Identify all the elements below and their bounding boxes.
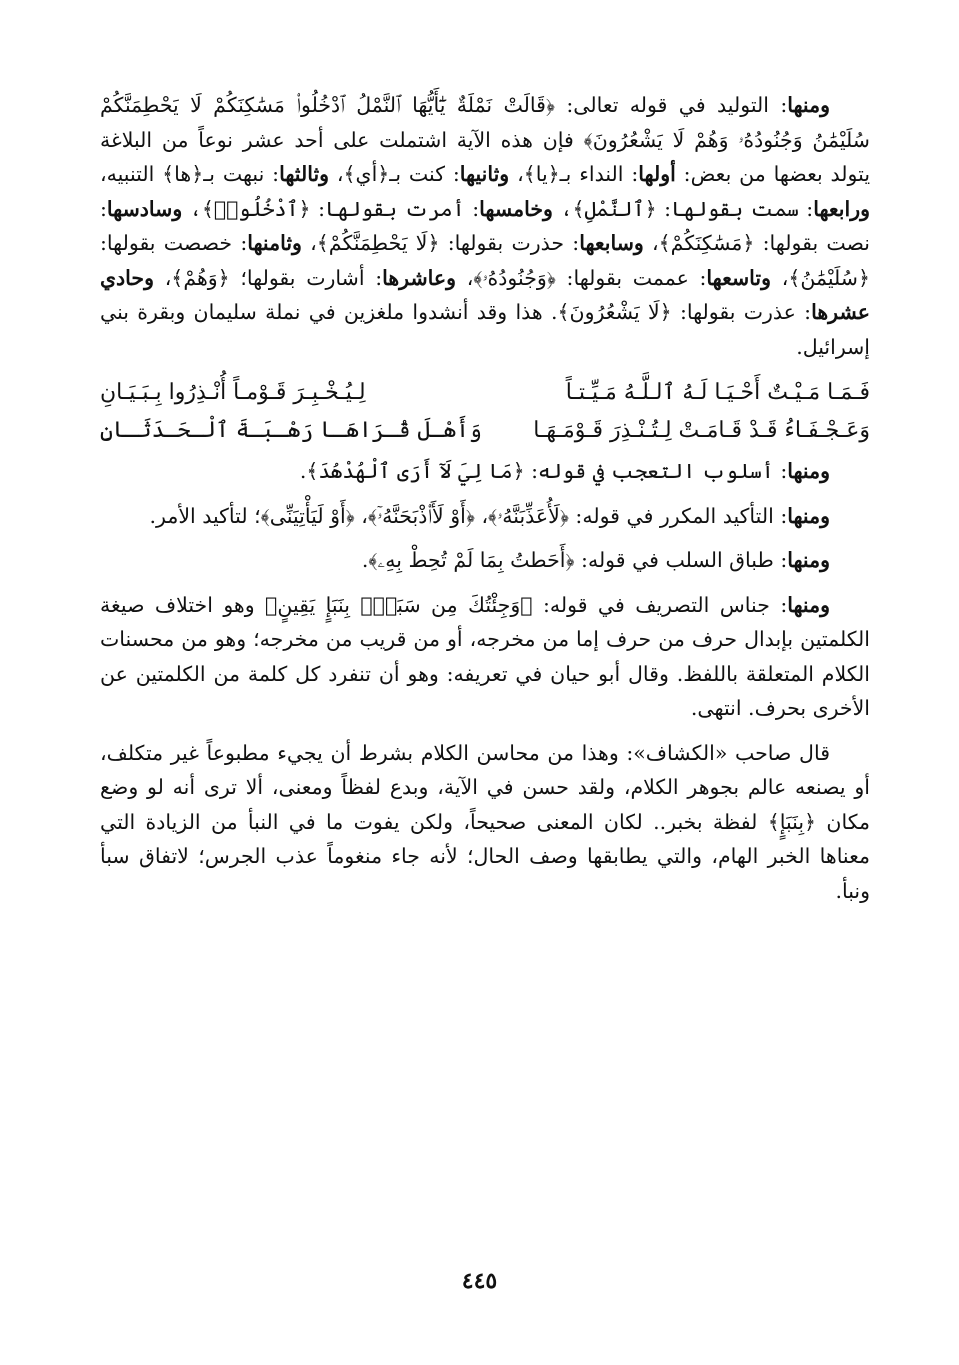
text-run: : نصت بقولها: ﴿مَسَٰكِنَكُمْ﴾، [100, 196, 870, 255]
page-number: ٤٤٥ [461, 1268, 498, 1294]
text-run: : سمت بقولها: ﴿ٱلنَّمْلِ﴾، [552, 196, 814, 221]
poem-hemistich-right: وَعَـجْـفَـاءُ قَـدْ قَـامَـتْ لِـتُـنْـذِرَ قَـوْمَـهَـا [533, 418, 870, 443]
bold-term: ومنها [787, 93, 830, 117]
poem [100, 374, 870, 450]
text-run: : عممت بقولها: ﴿وَجُنُودُهُۥ﴾، [456, 265, 707, 290]
text-run: : حذرت بقولها: ﴿لَا يَحْطِمَنَّكُمْ﴾، [301, 231, 580, 255]
poem-verse-1 [100, 374, 870, 412]
paragraph-p5 [100, 588, 870, 726]
bold-term: وثانيها [459, 162, 510, 186]
bold-term: ومنها [787, 592, 830, 617]
poem-hemistich-left: وَأَهْـلَ قُـرَاهَـا رَهْـبَـةَ ٱلْـحَـدَثَـانِ [100, 418, 482, 443]
text-run: : التأكيد المكرر في قوله: ﴿لَأُعَذِّبَنَّهُۥ﴾، ﴿أَوْ لَأَا۟ذْبَحَنَّهُۥٓ﴾، ﴿أَوْ لَيَأْتِيَنِّى﴾؛ لتأكيد الأمر. [149, 503, 788, 528]
text-run: قال صاحب «الكشاف»: وهذا من محاسن الكلام بشرط أن يجيء مطبوعاً غير متكلف، أو يصنعه عالم بجوهر الكلام، ولقد حسن في الآية، وبدع لفظاً ومعنى، ألا ترى أنه لو وضع مكان ﴿بِنَبَإٍ﴾ لفظة بخبر.. لكان المعنى صحيحاً، ولكن يفوت ما في النبأ من الزيادة التي معناها الخبر الهام، والتي يطابقها وصف الحال؛ لأنه جاء منغوماً عذب الجرس؛ لاتفاق سبأ ونبأ. [100, 740, 870, 903]
bold-term: وسادسها [106, 196, 183, 221]
paragraph-p6 [100, 736, 870, 909]
poem-verse-2 [100, 412, 870, 450]
bold-term: ورابعها [813, 196, 870, 221]
text-run: : أشارت بقولها؛ ﴿وَهُمْ﴾، [154, 265, 383, 290]
text-block-top [100, 88, 870, 364]
bold-term: أولها [638, 162, 676, 186]
text-run: : طباق السلب في قوله: ﴿أَحَطتُ بِمَا لَمْ تُحِطْ بِهِۦ﴾. [361, 548, 788, 572]
text-run: : جناس التصريف في قوله: ﴿وَجِئْتُكَ مِن سَبَإٍۭ بِنَبَإٍ يَقِينٍ﴾ وهو اختلاف صيغة الكلمتين بإبدال حرف من حرف إما من مخرجه، أو من قريب من مخرجه؛ وهو من محسنات الكلام المتعلقة باللفظ. وقال أبو حيان في تعريفه: وهو أن تنفرد كل كلمة من الكلمتين عن الأخرى بحرف. انتهى. [100, 592, 870, 720]
bold-term: وتاسعها [706, 265, 772, 290]
bold-term: وثامنها [247, 231, 302, 255]
text-run: : النداء بـ﴿يا﴾، [509, 162, 639, 186]
text-run: : نبهت بـ﴿ها﴾ التنبيه، [100, 162, 280, 186]
paragraph-p1 [100, 88, 870, 364]
bold-term: وحادي عشرها [100, 265, 870, 324]
text-run: : عذرت بقولها: ﴿لَا يَشْعُرُونَ﴾. هذا وقد أنشدوا ملغزين في نملة سليمان وبقرة بني إسرائيل. [100, 300, 870, 359]
bold-term: ومنها [787, 503, 830, 528]
bold-term: وخامسها [479, 196, 553, 221]
paragraph-p3 [100, 499, 870, 534]
bold-term: ومنها [787, 459, 830, 483]
paragraph-p4 [100, 543, 870, 578]
bold-term: وعاشرها [382, 265, 457, 290]
text-run: : التوليد في قوله تعالى: ﴿قَالَتْ نَمْلَةٌ يَٰٓأَيُّهَا ٱلنَّمْلُ ٱدْخُلُوا۟ مَسَٰكِنَكُمْ لَا يَحْطِمَنَّكُمْ سُلَيْمَٰنُ وَجُنُودُهُۥ وَهُمْ لَا يَشْعُرُونَ﴾ فإن هذه الآية اشتملت على أحد عشر نوعاً من البلاغة يتولد بعضها من بعض: [100, 93, 871, 186]
text-run: : أمرت بقولها: ﴿ٱدْخُلُوا۟﴾، [182, 196, 480, 221]
page-body [100, 88, 870, 918]
text-run: : أسلوب التعجب في قوله: ﴿مَا لِيَ لَآ أَرَى ٱلْهُدْهُدَ﴾. [299, 459, 788, 483]
paragraph-p2 [100, 454, 870, 489]
text-run: : كنت بـ﴿أي﴾، [329, 162, 460, 186]
poem-hemistich-right: فَـمَـا مَـيْـتٌ أَحْـيَـا لَـهُ ٱلـلَّـهُ مَـيِّـتـاً [565, 380, 870, 405]
text-block-bottom [100, 454, 870, 908]
bold-term: وثالثها [279, 162, 330, 186]
text-run: : خصصت بقولها: ﴿سُلَيْمَٰنُ﴾، [100, 231, 870, 290]
bold-term: وسابعها [579, 231, 644, 255]
bold-term: ومنها [787, 548, 830, 572]
poem-hemistich-left: لِـيُـخْـبِـرَ قَـوْمـاً أُنْـذِرُوا بِـبَـيَـانِ [100, 380, 366, 405]
